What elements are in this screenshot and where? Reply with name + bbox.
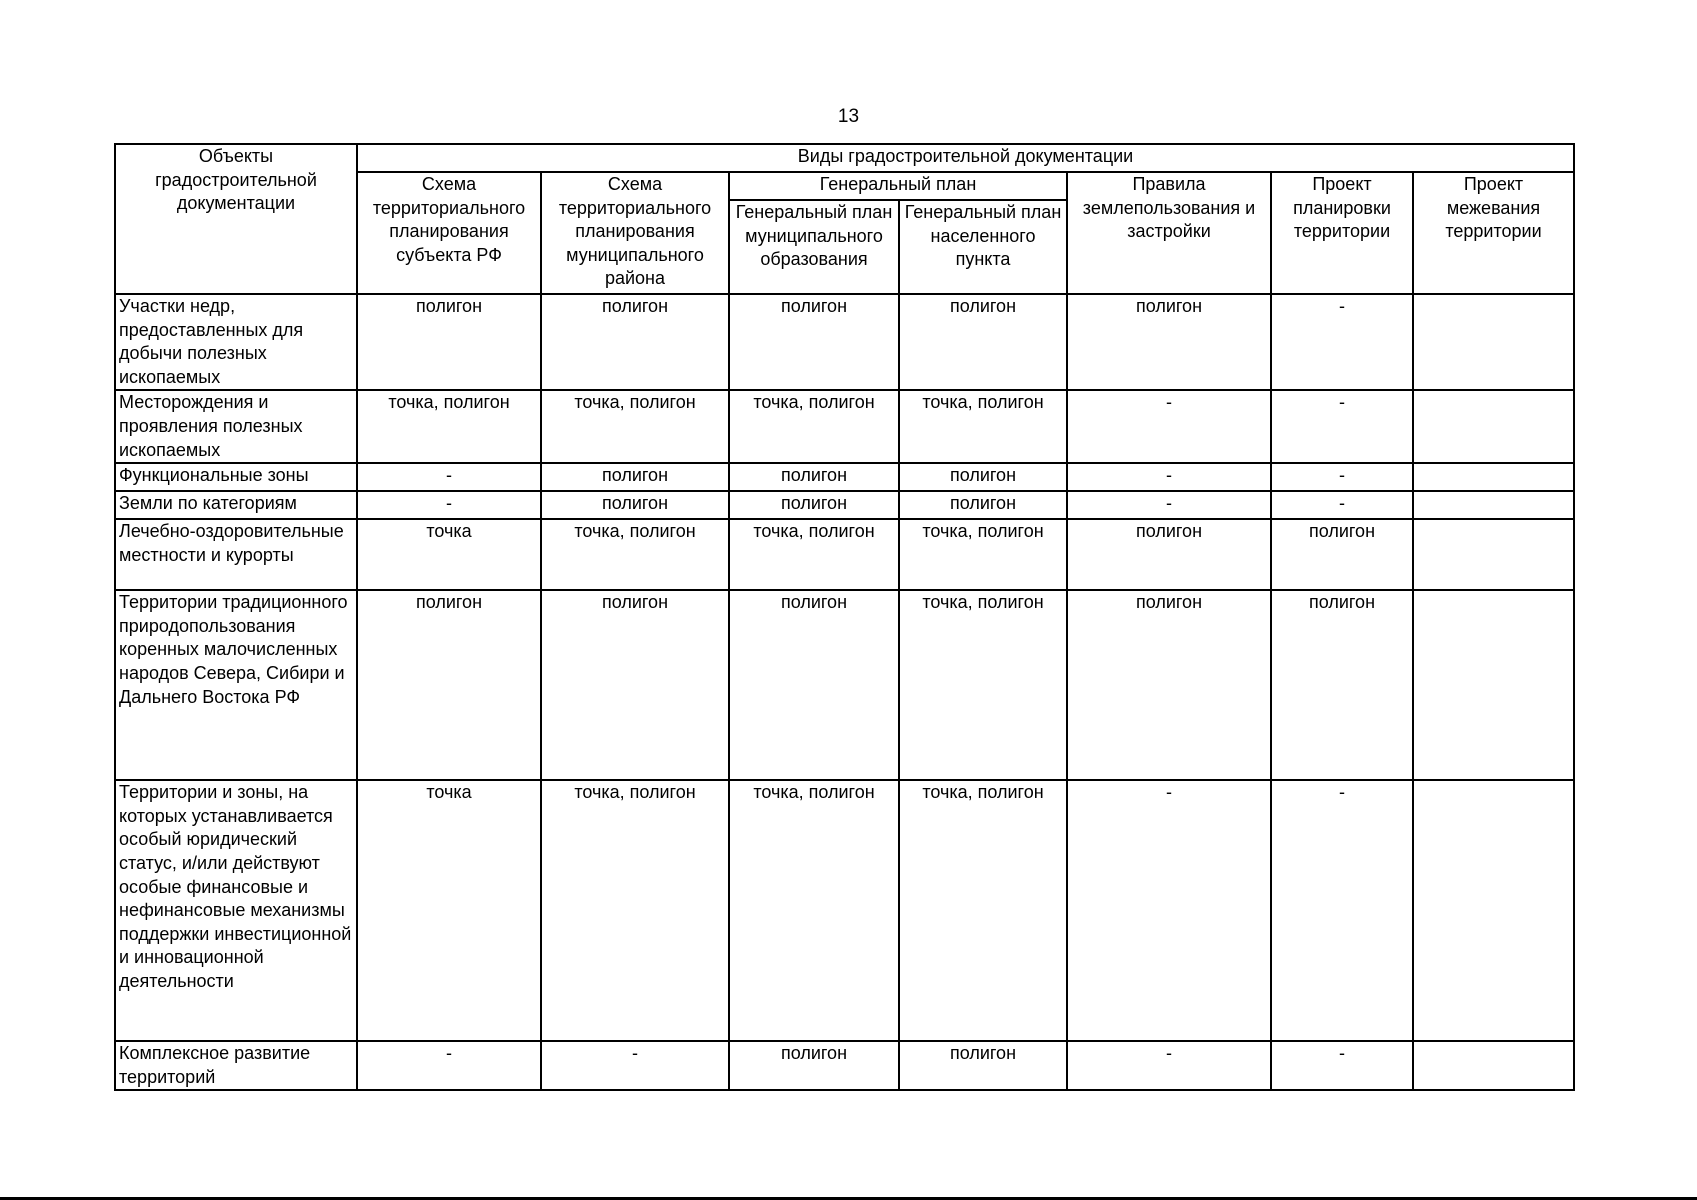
value-cell: точка, полигон xyxy=(899,519,1067,590)
value-cell: - xyxy=(1271,294,1413,390)
value-cell: точка, полигон xyxy=(541,390,729,463)
value-cell: полигон xyxy=(729,491,899,519)
table-row xyxy=(115,491,1574,519)
value-cell: полигон xyxy=(1067,294,1271,390)
value-cell: - xyxy=(1271,463,1413,491)
value-cell: полигон xyxy=(1271,519,1413,590)
value-cell: точка, полигон xyxy=(357,390,541,463)
value-cell: - xyxy=(1271,390,1413,463)
value-cell: - xyxy=(1067,1041,1271,1090)
object-cell: Участки недр, предоставленных для добычи полезных ископаемых xyxy=(115,294,357,390)
value-cell: полигон xyxy=(357,294,541,390)
header-objects: Объекты градостроительной документации xyxy=(115,144,357,294)
value-cell xyxy=(1413,463,1574,491)
value-cell: - xyxy=(1271,1041,1413,1090)
table-row xyxy=(115,780,1574,1041)
object-cell: Территории и зоны, на которых устанавливается особый юридический статус, и/или действуют особые финансовые и нефинансовые механизмы поддержки инвестиционной и инновационной деятельности xyxy=(115,780,357,1041)
value-cell xyxy=(1413,590,1574,780)
value-cell xyxy=(1413,294,1574,390)
value-cell: - xyxy=(357,491,541,519)
header-documentation-types: Виды градостроительной документации xyxy=(357,144,1574,172)
header-col-planning-project: Проект планировки территории xyxy=(1271,172,1413,294)
object-cell: Функциональные зоны xyxy=(115,463,357,491)
header-col-surveying-project: Проект межевания территории xyxy=(1413,172,1574,294)
value-cell: полигон xyxy=(541,294,729,390)
value-cell: полигон xyxy=(729,590,899,780)
value-cell: полигон xyxy=(899,463,1067,491)
value-cell: полигон xyxy=(899,491,1067,519)
value-cell: - xyxy=(1067,491,1271,519)
value-cell: точка xyxy=(357,780,541,1041)
value-cell: полигон xyxy=(541,463,729,491)
value-cell: полигон xyxy=(1067,590,1271,780)
value-cell: - xyxy=(541,1041,729,1090)
object-cell: Комплексное развитие территорий xyxy=(115,1041,357,1090)
table-row xyxy=(115,519,1574,590)
value-cell: - xyxy=(1271,780,1413,1041)
value-cell: полигон xyxy=(729,1041,899,1090)
header-general-plan: Генеральный план xyxy=(729,172,1067,200)
value-cell xyxy=(1413,780,1574,1041)
value-cell: полигон xyxy=(729,294,899,390)
object-cell: Земли по категориям xyxy=(115,491,357,519)
value-cell: точка, полигон xyxy=(899,590,1067,780)
value-cell: точка xyxy=(357,519,541,590)
value-cell: полигон xyxy=(541,491,729,519)
value-cell: точка, полигон xyxy=(729,519,899,590)
header-col-subject-scheme: Схема территориального планирования субъекта РФ xyxy=(357,172,541,294)
header-col-municipal-general-plan: Генеральный план муниципального образования xyxy=(729,200,899,294)
object-cell: Территории традиционного природопользования коренных малочисленных народов Севера, Сибири и Дальнего Востока РФ xyxy=(115,590,357,780)
header-col-settlement-general-plan: Генеральный план населенного пункта xyxy=(899,200,1067,294)
value-cell: полигон xyxy=(357,590,541,780)
page-number: 13 xyxy=(837,106,860,127)
header-col-district-scheme: Схема территориального планирования муниципального района xyxy=(541,172,729,294)
value-cell: - xyxy=(1067,463,1271,491)
value-cell xyxy=(1413,390,1574,463)
value-cell: полигон xyxy=(1271,590,1413,780)
value-cell: полигон xyxy=(1067,519,1271,590)
value-cell xyxy=(1413,519,1574,590)
value-cell: точка, полигон xyxy=(729,780,899,1041)
header-row-1 xyxy=(115,144,1574,172)
value-cell: точка, полигон xyxy=(899,390,1067,463)
object-cell: Лечебно-оздоровительные местности и курорты xyxy=(115,519,357,590)
object-cell: Месторождения и проявления полезных ископаемых xyxy=(115,390,357,463)
value-cell: - xyxy=(357,1041,541,1090)
value-cell: точка, полигон xyxy=(899,780,1067,1041)
value-cell: точка, полигон xyxy=(541,780,729,1041)
value-cell xyxy=(1413,1041,1574,1090)
header-col-land-use-rules: Правила землепользования и застройки xyxy=(1067,172,1271,294)
table-row xyxy=(115,1041,1574,1090)
table-row xyxy=(115,590,1574,780)
value-cell: точка, полигон xyxy=(541,519,729,590)
table-row xyxy=(115,463,1574,491)
value-cell: - xyxy=(1271,491,1413,519)
value-cell: - xyxy=(357,463,541,491)
urban-planning-documentation-table xyxy=(114,143,1575,1091)
table-row xyxy=(115,390,1574,463)
value-cell: полигон xyxy=(899,294,1067,390)
value-cell: - xyxy=(1067,390,1271,463)
value-cell: полигон xyxy=(899,1041,1067,1090)
value-cell: - xyxy=(1067,780,1271,1041)
value-cell: полигон xyxy=(541,590,729,780)
value-cell: полигон xyxy=(729,463,899,491)
value-cell: точка, полигон xyxy=(729,390,899,463)
value-cell xyxy=(1413,491,1574,519)
table-row xyxy=(115,294,1574,390)
